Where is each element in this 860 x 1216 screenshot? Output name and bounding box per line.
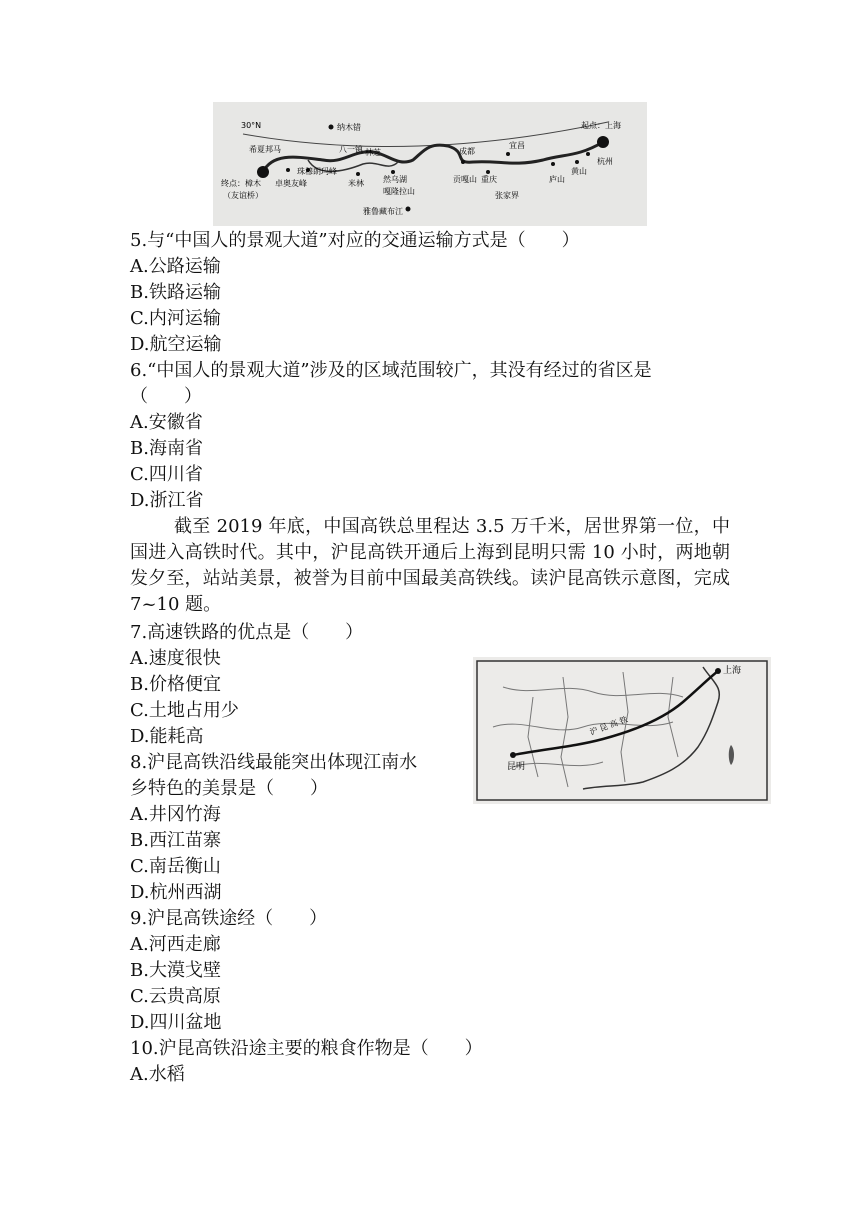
question-9-option-b: B.大漠戈壁 — [130, 960, 221, 981]
end-bridge-label: （友谊桥） — [223, 191, 263, 200]
lat-label: 30°N — [241, 121, 262, 130]
question-5-stem: 5.与“中国人的景观大道”对应的交通运输方式是（ ） — [130, 230, 580, 251]
question-5-option-c: C.内河运输 — [130, 308, 221, 329]
huangshan-label: 黄山 — [571, 167, 587, 176]
passage: 截至 2019 年底，中国高铁总里程达 3.5 万千米，居世界第一位，中国进入高铁时代。其中，沪昆高铁开通后上海到昆明只需 10 小时，两地朝发夕至，站站美景，被誉为目前中国最美高铁线。读沪昆高铁示意图，完成 7~10 题。 — [130, 516, 730, 615]
chongqing-label: 重庆 — [481, 175, 497, 184]
yarlung-label: 雅鲁藏布江 — [363, 207, 403, 216]
lushan-label: 庐山 — [549, 175, 565, 184]
question-7-option-b: B.价格便宜 — [130, 674, 221, 695]
question-8-option-b: B.西江苗寨 — [130, 830, 221, 851]
zhumulangma-label: 珠穆朗玛峰 — [297, 167, 337, 176]
chengdu-label: 成都 — [459, 147, 475, 156]
question-7-option-c: C.土地占用少 — [130, 700, 239, 721]
question-7-option-d: D.能耗高 — [130, 726, 204, 747]
question-9-option-a: A.河西走廊 — [130, 934, 221, 955]
question-5-option-a: A.公路运输 — [130, 256, 221, 277]
question-6-option-c: C.四川省 — [130, 464, 203, 485]
question-7-stem: 7.高速铁路的优点是（ ） — [130, 622, 364, 643]
question-7-option-a: A.速度很快 — [130, 648, 221, 669]
shanghai-label: 上海 — [723, 666, 742, 676]
question-9-option-d: D.四川盆地 — [130, 1012, 222, 1033]
question-8-option-d: D.杭州西湖 — [130, 882, 222, 903]
question-6-stem: 6.“中国人的景观大道”涉及的区域范围较广，其没有经过的省区是 — [130, 360, 652, 381]
question-6-option-d: D.浙江省 — [130, 490, 204, 511]
question-10-option-a: A.水稻 — [130, 1064, 185, 1085]
kunming-label: 昆明 — [507, 762, 526, 772]
question-8-stem-cont: 乡特色的美景是（ ） — [130, 778, 328, 799]
question-5-option-d: D.航空运输 — [130, 334, 222, 355]
zhangjiajie-label: 张家界 — [495, 191, 519, 200]
xiaxia-label: 希夏邦马 — [249, 145, 281, 154]
question-5-option-b: B.铁路运输 — [130, 282, 221, 303]
yichang-label: 宜昌 — [509, 141, 525, 150]
railway-map-svg — [473, 657, 771, 804]
question-8-option-c: C.南岳衡山 — [130, 856, 221, 877]
end-label: 终点：樟木 — [221, 179, 261, 188]
question-8-option-a: A.井冈竹海 — [130, 804, 221, 825]
railway-map-figure — [473, 657, 771, 804]
question-8-stem: 8.沪昆高铁沿线最能突出体现江南水 — [130, 752, 418, 773]
question-9-option-c: C.云贵高原 — [130, 986, 221, 1007]
ranwuhu-label: 然乌湖 — [383, 175, 407, 184]
question-10-stem: 10.沪昆高铁沿途主要的粮食作物是（ ） — [130, 1038, 483, 1059]
milin-label: 米林 — [348, 179, 364, 188]
start-label: 起点：上海 — [581, 121, 621, 130]
hangzhou-label: 杭州 — [597, 157, 613, 166]
zhuoaoyou-label: 卓奥友峰 — [275, 179, 307, 188]
question-6-option-b: B.海南省 — [130, 438, 203, 459]
bayi-label: 八一镇 — [339, 145, 363, 154]
namucuo-label: 纳木错 — [337, 123, 361, 132]
railway-label: 沪 昆 高 铁 — [588, 714, 629, 737]
gelong-label: 嘎隆拉山 — [383, 187, 415, 196]
route-map-figure — [213, 102, 647, 226]
route-map-svg — [213, 102, 647, 226]
question-9-stem: 9.沪昆高铁途经（ ） — [130, 908, 328, 929]
linzhi-label: 林芝 — [365, 148, 381, 157]
gongga-label: 贡嘎山 — [453, 175, 477, 184]
question-6-option-a: A.安徽省 — [130, 412, 203, 433]
question-6-stem-cont: （ ） — [130, 386, 202, 407]
